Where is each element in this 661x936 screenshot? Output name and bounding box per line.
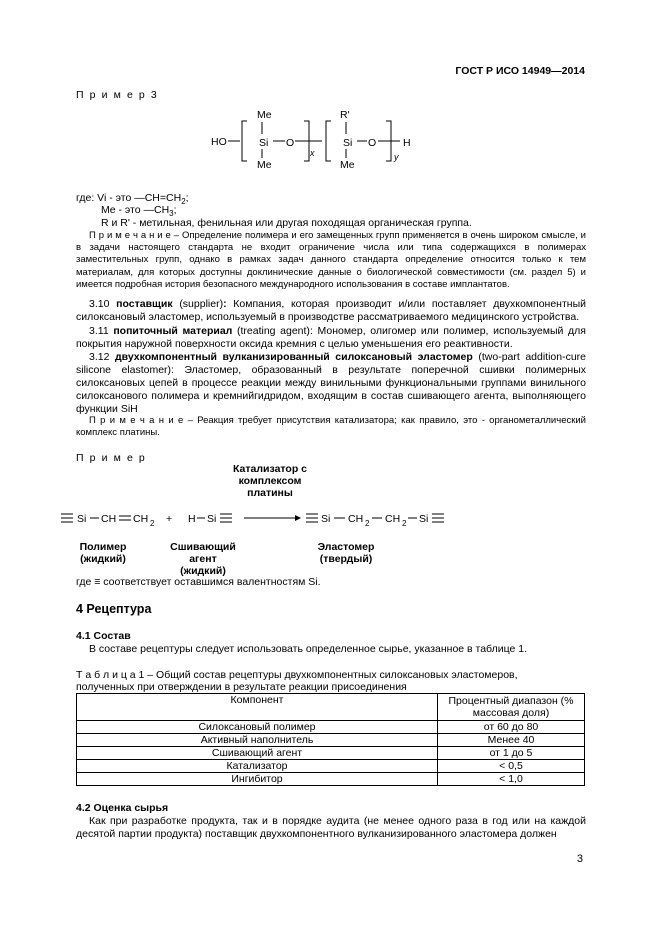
polymer-label-1: Полимер <box>79 541 127 553</box>
table-header-row <box>77 694 585 721</box>
reactant-ch: CH <box>101 513 117 525</box>
section-4-title: 4 Рецептура <box>76 602 152 616</box>
table-row: Сшивающий агент от 1 до 5 <box>77 747 585 760</box>
formula-ho: HO <box>211 136 227 148</box>
header-percent-range: Процентный диапазон (% массовая доля) <box>438 694 585 721</box>
formula-o-2: O <box>368 137 377 149</box>
product-si-2: Si <box>419 513 429 525</box>
note-2: П р и м е ч а н и е – Реакция требует присутствия катализатора; как правило, это - органометаллический комплекс платины. <box>76 415 586 439</box>
formula-h: H <box>403 137 411 149</box>
page-number: 3 <box>576 853 583 865</box>
catalyst-line-1: Катализатор с <box>233 463 307 475</box>
crosslinker-h: H <box>188 513 196 525</box>
note-1: П р и м е ч а н и е – Определение полимера и его замещенных групп применяется в очень широком смысле, и в задачи настоящего стандарта не входит ограничение числа или типа содержащихся в полимерах заместительных групп, однако в рамках задач данного стандарта определение относится только к тем материалам, для которых доступны доклинические данные о биологической совместимости (см. раздел 5) и имеется подробная история безопасного международного использования в составе имплантатов. <box>76 230 586 290</box>
crosslinker-si: Si <box>207 513 217 525</box>
table-row: Активный наполнитель Менее 40 <box>77 734 585 747</box>
formula-r: R' <box>340 109 350 121</box>
table-row: Катализатор < 0,5 <box>77 760 585 773</box>
reactant-ch2: CH <box>133 513 149 525</box>
elastomer-label-1: Эластомер <box>317 541 375 553</box>
crosslinker-label-3: (жидкий) <box>180 565 226 577</box>
subsection-4-1-text: В составе рецептуры следует использовать определенное сырье, указанное в таблице 1. <box>89 643 528 655</box>
valence-note: где ≡ соответствует оставшимся валентностям Si. <box>76 576 321 588</box>
table-row: Силоксановый полимер от 60 до 80 <box>77 721 585 734</box>
table-1-caption: Т а б л и ц а 1 – Общий состав рецептуры двухкомпонентных силоксановых эластомеров, полученных при отверждении в результате реакции присоединения <box>76 669 518 693</box>
where-vi: где: Vi - это $—CH=CH_2$; <box>76 192 189 207</box>
reactant-si: Si <box>77 513 87 525</box>
svg-text:2: 2 <box>150 519 155 528</box>
definition-3-11: 3.11 попиточный материал (treating agent): Мономер, олигомер или полимер, используемый для покрытия наружной поверхности оксида кремния с целью уменьшения его реактивности. <box>76 325 586 350</box>
catalyst-line-2: комплексом <box>238 475 302 487</box>
svg-text:2: 2 <box>402 519 407 528</box>
formula-me-top-1: Me <box>257 109 272 121</box>
example-label: П р и м е р <box>76 452 147 464</box>
document-header: ГОСТ Р ИСО 14949—2014 <box>455 65 585 77</box>
where-r: R и R' - метильная, фенильная или другая походящая органическая группа. <box>101 217 472 229</box>
reaction-scheme <box>55 458 475 586</box>
subsection-4-2-text: Как при разработке продукта, так и в порядке аудита (не менее одного раза в год или на каждой десятой партии продукта) поставщик двухкомпонентного вулканизированного эластомера должен <box>76 815 586 840</box>
definition-3-12: 3.12 двухкомпонентный вулканизированный силоксановый эластомер (two-part addition-cure silicone elastomer): Эластомер, образованный в результате поперечной сшивки полимерных силоксановых цепей в процессе реакции между винильными функциональными группами винильного силоксанового полимера и кремнийгидридом, входящим в состав сшивающего агента, выполняющего функции SiH <box>76 351 587 415</box>
formula-x: x <box>310 148 315 158</box>
product-si-1: Si <box>321 513 331 525</box>
formula-me-bottom-1: Me <box>257 159 272 171</box>
product-ch2-2: CH <box>385 513 401 525</box>
formula-y: y <box>394 152 399 162</box>
formula-si-2: Si <box>343 137 353 149</box>
example3-label: П р и м е р 3 <box>76 89 159 101</box>
composition-table <box>76 693 585 786</box>
subsection-4-1-title: 4.1 Состав <box>76 630 131 642</box>
formula-o-1: O <box>286 137 295 149</box>
definition-3-10: 3.10 поставщик (supplier): Компания, которая производит и/или поставляет двухкомпонентный силоксановый эластомер, используемый в производстве рассматриваемого медицинского устройства. <box>76 298 586 323</box>
formula-me-bottom-2: Me <box>340 159 355 171</box>
catalyst-line-3: платины <box>247 487 293 499</box>
svg-text:2: 2 <box>365 519 370 528</box>
header-component: Компонент <box>77 694 438 721</box>
polymer-label-2: (жидкий) <box>80 553 126 565</box>
crosslinker-label-2: агент <box>189 553 217 565</box>
table-row: Ингибитор < 1,0 <box>77 773 585 786</box>
siloxane-formula <box>200 104 430 174</box>
subsection-4-2-title: 4.2 Оценка сырья <box>76 802 169 814</box>
where-me: Me - это $—CH_3$; <box>101 204 177 219</box>
elastomer-label-2: (твердый) <box>319 553 373 565</box>
formula-si-1: Si <box>259 137 269 149</box>
crosslinker-label-1: Сшивающий <box>170 541 236 553</box>
plus-sign: + <box>166 513 173 525</box>
product-ch2-1: CH <box>348 513 364 525</box>
